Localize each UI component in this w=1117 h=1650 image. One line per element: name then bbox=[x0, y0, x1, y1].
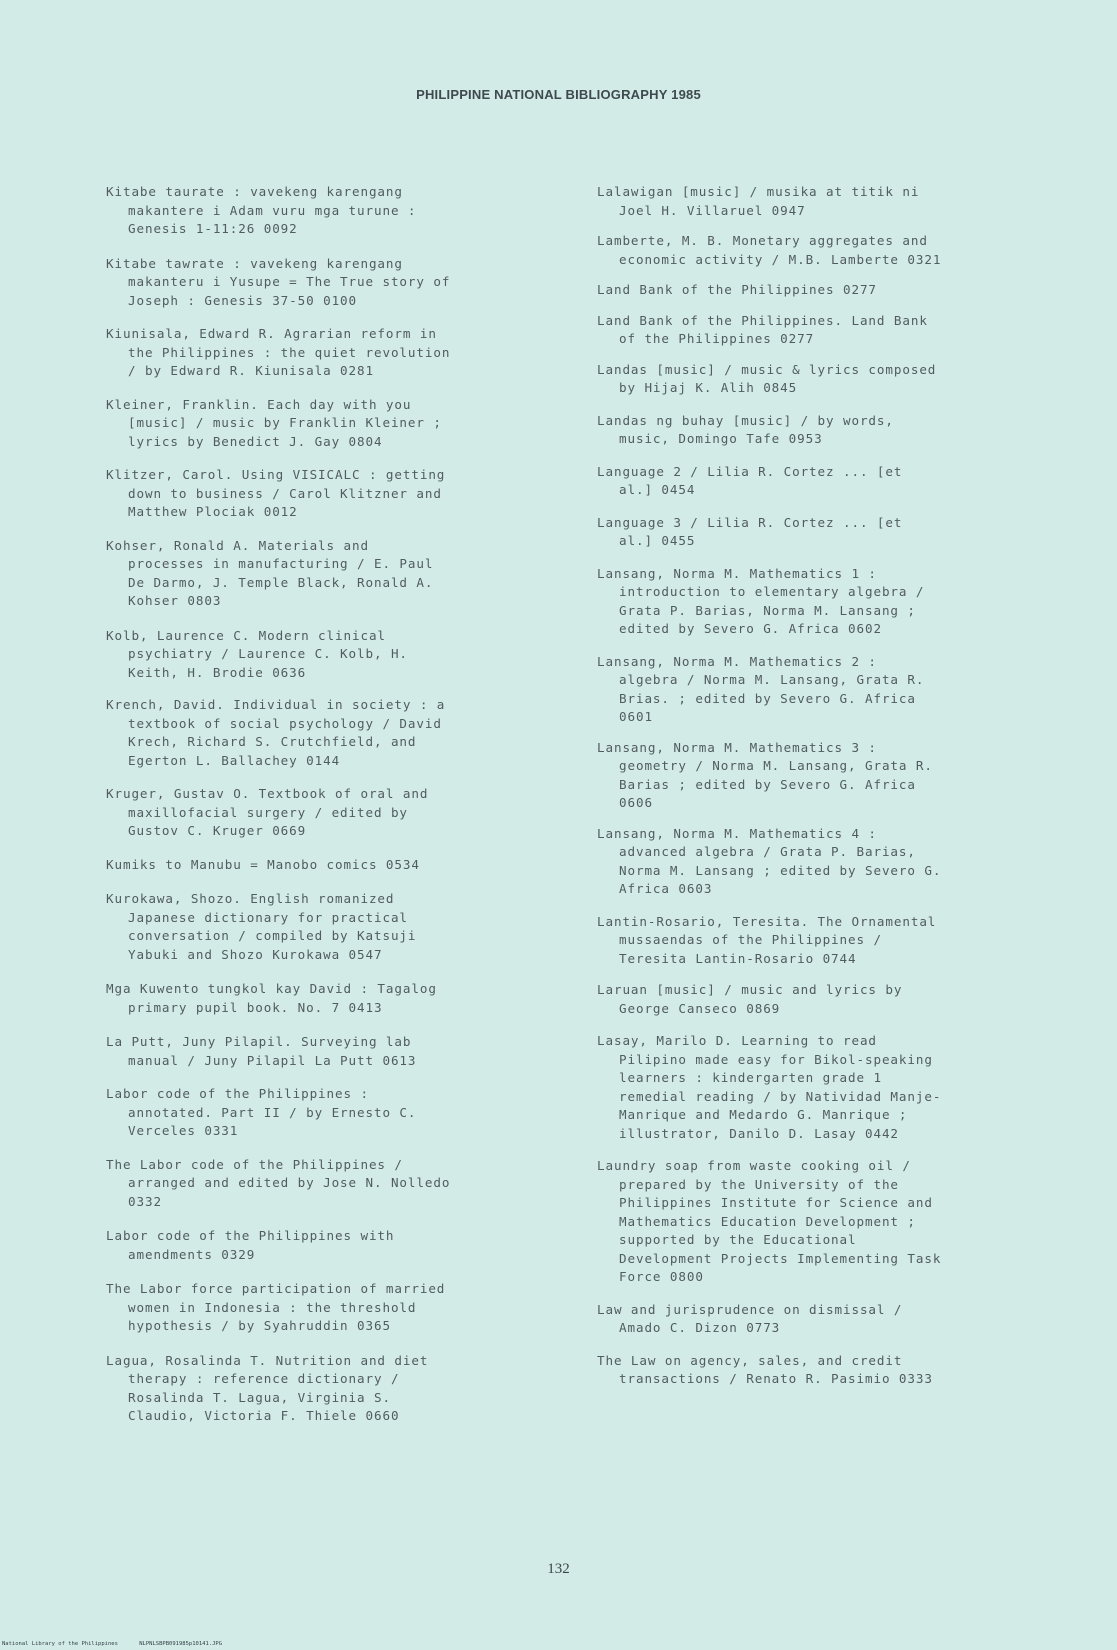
bibliography-entry: Labor code of the Philippines with amendments 0329 bbox=[106, 1228, 395, 1262]
bibliography-entry: Landas [music] / music & lyrics composed by Hijaj K. Alih 0845 bbox=[597, 361, 937, 395]
bibliography-entry: Kitabe taurate : vavekeng karengang makantere i Adam vuru mga turune : Genesis 1-11:26 0092 bbox=[106, 184, 417, 236]
bibliography-entry: Lasay, Marilo D. Learning to read Pilipino made easy for Bikol-speaking learners : kindergarten grade 1 remedial reading / by Natividad Manje- Manrique and Medardo G. Manrique ; illustrator, Danilo D. Lasay 0442 bbox=[597, 1033, 942, 1141]
bibliography-entry: Lansang, Norma M. Mathematics 2 : algebra / Norma M. Lansang, Grata R. Brias. ; edited by Severo G. Africa 0601 bbox=[597, 653, 925, 724]
bibliography-entry: The Law on agency, sales, and credit transactions / Renato R. Pasimio 0333 bbox=[597, 1352, 933, 1386]
bibliography-entry: Kitabe tawrate : vavekeng karengang makanteru i Yusupe = The True story of Joseph : Genesis 37-50 0100 bbox=[106, 255, 451, 308]
bibliography-entry: Kleiner, Franklin. Each day with you [music] / music by Franklin Kleiner ; lyrics by Benedict J. Gay 0804 bbox=[106, 396, 442, 449]
bibliography-entry: Krench, David. Individual in society : a textbook of social psychology / David Krech, Richard S. Crutchfield, and Egerton L. Ballachey 0144 bbox=[106, 697, 446, 768]
file-name: NLPNLSBPB091985p10141.JPG bbox=[139, 1641, 223, 1647]
bibliography-entry: Land Bank of the Philippines. Land Bank of the Philippines 0277 bbox=[597, 312, 928, 346]
bibliography-entry: Kohser, Ronald A. Materials and processes in manufacturing / E. Paul De Darmo, J. Temple Black, Ronald A. Kohser 0803 bbox=[106, 537, 434, 608]
bibliography-entry: Language 3 / Lilia R. Cortez ... [et al.] 0455 bbox=[597, 514, 903, 548]
bibliography-entry: Kurokawa, Shozo. English romanized Japanese dictionary for practical conversation / compiled by Katsuji Yabuki and Shozo Kurokawa 0547 bbox=[106, 891, 417, 962]
bibliography-entry: Kumiks to Manubu = Manobo comics 0534 bbox=[106, 856, 420, 872]
library-credit: National Library of the Philippines bbox=[2, 1641, 118, 1647]
right-column bbox=[597, 183, 1057, 1389]
bibliography-entry: The Labor code of the Philippines / arranged and edited by Jose N. Nolledo 0332 bbox=[106, 1156, 451, 1209]
bibliography-entry: Lalawigan [music] / musika at titik ni Joel H. Villaruel 0947 bbox=[597, 184, 920, 218]
page-number: 132 bbox=[547, 1561, 570, 1577]
bibliography-entry: Labor code of the Philippines : annotated. Part II / by Ernesto C. Verceles 0331 bbox=[106, 1086, 417, 1138]
bibliography-entry: Lantin-Rosario, Teresita. The Ornamental mussaendas of the Philippines / Teresita Lantin-Rosario 0744 bbox=[597, 913, 937, 966]
bibliography-entry: Lansang, Norma M. Mathematics 3 : geometry / Norma M. Lansang, Grata R. Barias ; edited by Severo G. Africa 0606 bbox=[597, 739, 933, 810]
bibliography-entry: Mga Kuwento tungkol kay David : Tagalog primary pupil book. No. 7 0413 bbox=[106, 981, 437, 1015]
bibliography-entry: Klitzer, Carol. Using VISICALC : getting down to business / Carol Klitzner and Matthew Plociak 0012 bbox=[106, 467, 446, 519]
bibliography-entry: Kolb, Laurence C. Modern clinical psychiatry / Laurence C. Kolb, H. Keith, H. Brodie 0636 bbox=[106, 627, 408, 680]
bibliography-entry: Laruan [music] / music and lyrics by George Canseco 0869 bbox=[597, 982, 903, 1016]
bibliography-entry: Laundry soap from waste cooking oil / prepared by the University of the Philippines Institute for Science and Mathematics Education Development ; supported by the Educational Development Projects Implementing Task Force 0800 bbox=[597, 1158, 942, 1284]
bibliography-entry: Kiunisala, Edward R. Agrarian reform in the Philippines : the quiet revolution / by Edward R. Kiunisala 0281 bbox=[106, 326, 451, 378]
bibliography-entry: Lagua, Rosalinda T. Nutrition and diet therapy : reference dictionary / Rosalinda T. Lagua, Virginia S. Claudio, Victoria F. Thiele 0660 bbox=[106, 1352, 429, 1423]
bibliography-entry: Law and jurisprudence on dismissal / Amado C. Dizon 0773 bbox=[597, 1301, 903, 1335]
bibliography-entry: Language 2 / Lilia R. Cortez ... [et al.] 0454 bbox=[597, 463, 903, 497]
bibliography-entry: Kruger, Gustav O. Textbook of oral and maxillofacial surgery / edited by Gustov C. Kruger 0669 bbox=[106, 786, 429, 838]
bibliography-entry: La Putt, Juny Pilapil. Surveying lab manual / Juny Pilapil La Putt 0613 bbox=[106, 1034, 417, 1068]
page-header: PHILIPPINE NATIONAL BIBLIOGRAPHY 1985 bbox=[416, 87, 701, 102]
bibliography-entry: Land Bank of the Philippines 0277 bbox=[597, 282, 877, 297]
left-column bbox=[106, 183, 566, 1426]
bibliography-entry: Lamberte, M. B. Monetary aggregates and economic activity / M.B. Lamberte 0321 bbox=[597, 233, 942, 267]
bibliography-entry: Landas ng buhay [music] / by words, music, Domingo Tafe 0953 bbox=[597, 412, 894, 446]
scan-credit bbox=[2, 1641, 222, 1647]
bibliography-entry: Lansang, Norma M. Mathematics 1 : introduction to elementary algebra / Grata P. Barias, Norma M. Lansang ; edited by Severo G. Africa 0602 bbox=[597, 565, 925, 636]
bibliography-entry: Lansang, Norma M. Mathematics 4 : advanced algebra / Grata P. Barias, Norma M. Lansang ; edited by Severo G. Africa 0603 bbox=[597, 825, 942, 896]
bibliography-entry: The Labor force participation of married women in Indonesia : the threshold hypothesis / by Syahruddin 0365 bbox=[106, 1281, 446, 1333]
